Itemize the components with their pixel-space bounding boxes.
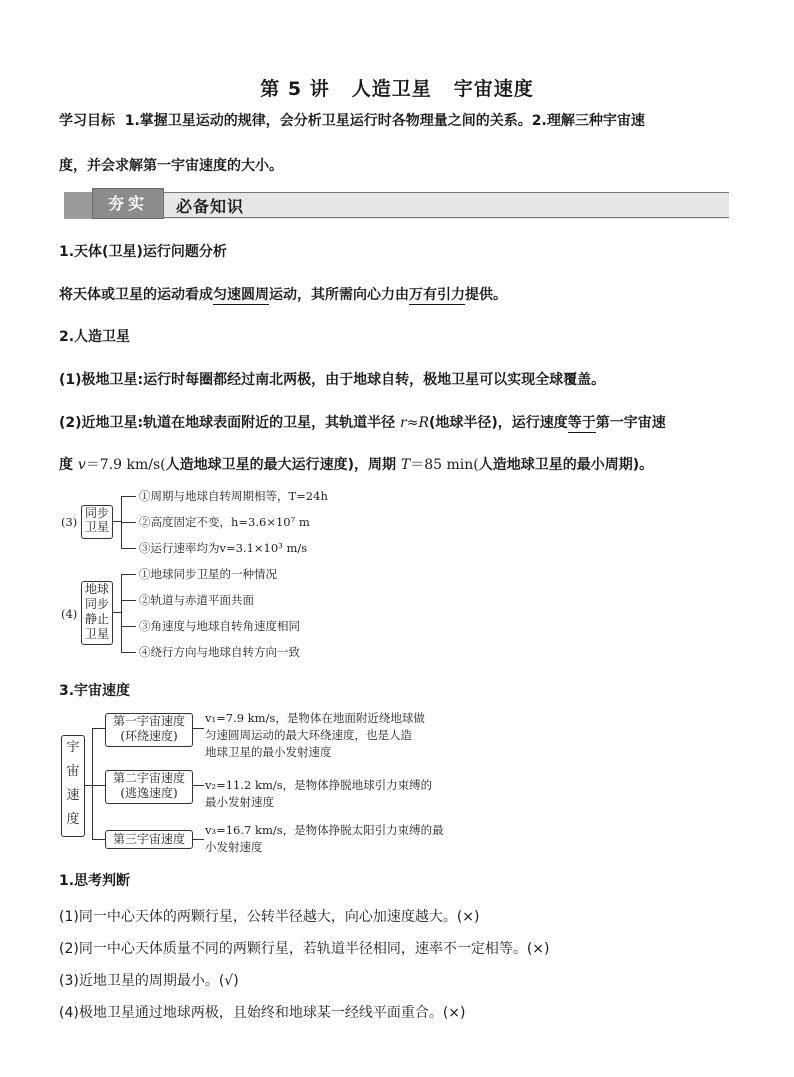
diag4-branch1: [121, 574, 136, 575]
diag3-branch3: [121, 548, 136, 549]
section1-heading: 1.天体(卫星)运行问题分析: [59, 244, 227, 260]
diag4-item-4: ④绕行方向与地球自转方向一致: [139, 645, 300, 659]
diag4-box-line3: 静止: [84, 612, 109, 626]
banner-label: 必备知识: [176, 197, 245, 216]
judge-item-1: (1)同一中心天体的两颗行星，公转半径越大，向心加速度越大。(×): [59, 909, 480, 925]
lecture-number: 第 5 讲: [260, 78, 330, 100]
s1-text-b: 运动，其所需向心力由: [269, 287, 409, 303]
third-speed-name: 第三宇宙速度: [112, 832, 185, 846]
geostationary-diagram: [59, 564, 399, 664]
s1-text-a: 将天体或卫星的运动看成: [59, 287, 213, 303]
section2-heading: 2.人造卫星: [59, 329, 131, 345]
diag4-item-2: ②轨道与赤道平面共面: [139, 593, 254, 607]
section3-heading: 3.宇宙速度: [59, 683, 131, 699]
third-speed-desc2: 小发射速度: [205, 840, 263, 854]
banner-tag: 夯实: [92, 188, 164, 219]
learning-goals-text1: 1.掌握卫星运动的规律，会分析卫星运行时各物理量之间的关系。2.理解三种宇宙速: [124, 113, 645, 129]
polar-satellite-text: (1)极地卫星:运行时每圈都经过南北两极，由于地球自转，极地卫星可以实现全球覆盖。: [59, 372, 606, 388]
diag4-item-1: ①地球同步卫星的一种情况: [139, 567, 277, 581]
diag4-branch4: [121, 652, 136, 653]
second-speed-alias: (逃逸速度): [120, 786, 178, 800]
title-topic-cosmic-speed: 宇宙速度: [453, 78, 534, 100]
learning-goals-label: 学习目标: [59, 113, 115, 129]
diag3-item-2: ②高度固定不变，h=3.6×10⁷ m: [139, 515, 310, 529]
second-speed-name: 第二宇宙速度: [112, 771, 185, 785]
cosmic-spine: [92, 728, 93, 839]
section1-text: [59, 284, 507, 304]
second-speed-desc1: v₂=11.2 km/s，是物体挣脱地球引力束缚的: [205, 778, 433, 792]
near-earth-satellite-text2: [59, 454, 653, 474]
first-speed-desc3: 地球卫星的最小发射速度: [205, 745, 332, 759]
s1-underline-2: 万有引力: [409, 287, 465, 303]
diag4-spine: [121, 574, 122, 652]
learning-goals-line2: 度，并会求解第一宇宙速度的大小。: [59, 158, 283, 174]
root-char-1: 宇: [66, 740, 80, 755]
cosmic-branch3: [92, 839, 105, 840]
diag4-box: [81, 581, 113, 645]
s2-p2-underline: 等于: [567, 415, 596, 431]
first-speed-name: 第一宇宙速度: [112, 714, 185, 728]
third-speed-desc1: v₃=16.7 km/s，是物体挣脱太阳引力束缚的最: [205, 823, 444, 837]
cosmic-root-box: [61, 735, 85, 837]
s1-underline-1: 匀速圆周: [213, 287, 269, 303]
diag3-item-3: ③运行速率均为v=3.1×10³ m/s: [139, 541, 308, 555]
judge-item-2: (2)同一中心天体质量不同的两颗行星，若轨道半径相同，速率不一定相等。(×): [59, 941, 550, 957]
diag4-stem: [112, 612, 121, 613]
diag4-number: (4): [61, 607, 78, 621]
banner-rule: [162, 192, 729, 218]
diag3-branch1: [121, 496, 136, 497]
near-earth-satellite-text: [59, 412, 666, 432]
s2-p3-c: 人造地球卫星的最大运行速度)，周期: [165, 457, 401, 473]
s2-p3-v: v: [77, 457, 86, 473]
diag3-number: (3): [61, 515, 78, 529]
root-char-4: 度: [66, 812, 80, 827]
diag4-item-3: ③角速度与地球自转角速度相同: [139, 619, 300, 633]
learning-goals-line1: [59, 110, 645, 130]
s2-p2-a: (2)近地卫星:轨道在地球表面附近的卫星，其轨道半径: [59, 415, 401, 431]
second-connector: [192, 785, 204, 786]
third-connector: [192, 839, 204, 840]
diag3-stem: [112, 521, 121, 522]
sync-satellite-diagram: [59, 484, 399, 564]
third-cosmic-speed-box: [105, 830, 193, 849]
judge-item-3: (3)近地卫星的周期最小。(√): [59, 973, 239, 989]
first-speed-desc2: 匀速圆周运动的最大环绕速度，也是人造: [205, 728, 412, 742]
s2-p2-c: 第一宇宙速: [595, 415, 666, 431]
first-speed-alias: (环绕速度): [120, 729, 178, 743]
s2-p2-b: (地球半径)，运行速度: [428, 415, 568, 431]
diag3-box: [81, 505, 113, 539]
diag4-branch3: [121, 626, 136, 627]
cosmic-speed-diagram: [59, 708, 479, 858]
page-title: [0, 74, 794, 101]
diag3-branch2: [121, 522, 136, 523]
diag4-box-line1: 地球: [84, 582, 109, 596]
root-char-2: 宙: [66, 764, 80, 779]
first-connector: [192, 728, 204, 729]
first-speed-desc1: v₁=7.9 km/s，是物体在地面附近绕地球做: [205, 711, 425, 725]
cosmic-branch1: [92, 728, 105, 729]
second-cosmic-speed-box: [105, 770, 193, 804]
diag3-box-line2: 卫星: [84, 520, 109, 534]
banner-left-block: [64, 192, 92, 219]
cosmic-stem: [84, 785, 92, 786]
s2-p3-e: 人造地球卫星的最小周期)。: [478, 457, 654, 473]
second-speed-desc2: 最小发射速度: [205, 795, 274, 809]
s1-text-c: 提供。: [465, 287, 507, 303]
diag4-box-line4: 卫星: [84, 627, 109, 641]
first-cosmic-speed-box: [105, 713, 193, 747]
diag4-box-line2: 同步: [84, 597, 109, 611]
s2-p3-d: ＝85 min(: [410, 457, 479, 473]
s2-p3-a: 度: [59, 457, 78, 473]
title-topic-satellite: 人造卫星: [351, 78, 432, 100]
diag3-box-line1: 同步: [84, 506, 109, 520]
section-banner: [64, 188, 730, 221]
s2-p2-r: r≈R: [400, 415, 429, 431]
root-char-3: 速: [66, 788, 80, 803]
diag3-item-1: ①周期与地球自转周期相等，T=24h: [139, 489, 328, 503]
judge-heading: 1.思考判断: [59, 873, 131, 889]
judge-item-4: (4)极地卫星通过地球两极，且始终和地球某一经线平面重合。(×): [59, 1005, 466, 1021]
s2-p3-b: ＝7.9 km/s(: [85, 457, 166, 473]
cosmic-branch2: [92, 785, 105, 786]
diag4-branch2: [121, 600, 136, 601]
s2-p3-T: T: [400, 457, 411, 473]
